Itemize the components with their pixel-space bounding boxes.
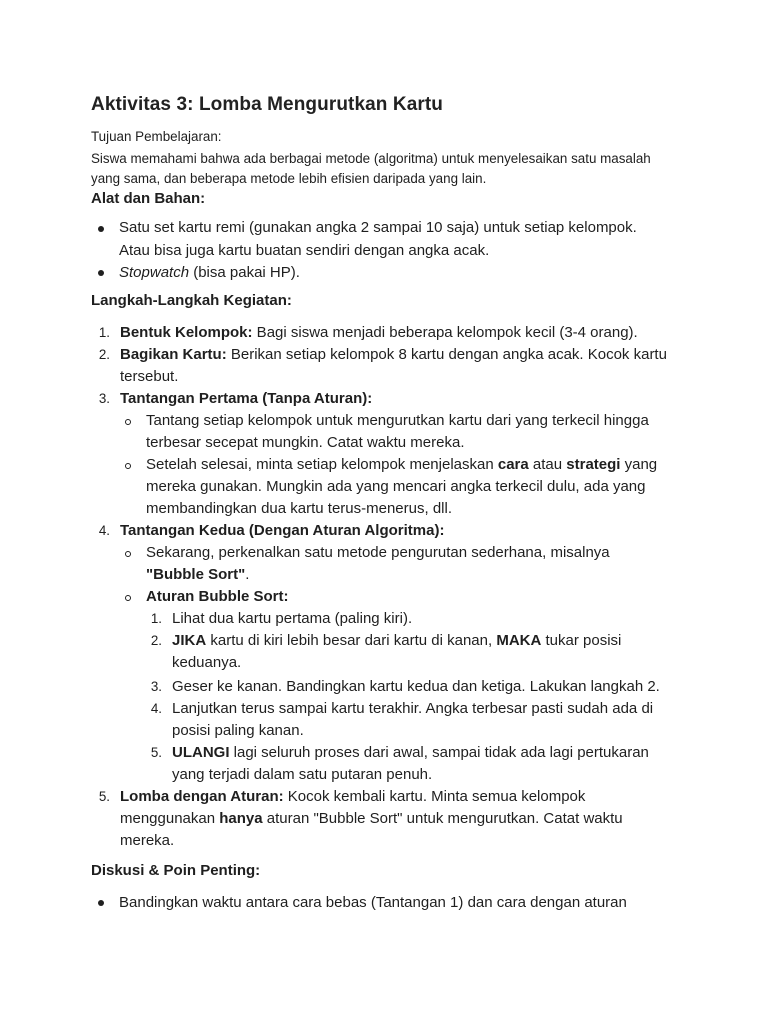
step-5-line-3: mereka. [120,832,175,849]
list-number: 1. [98,325,110,340]
list-number: 4. [150,701,162,716]
rule-1: Lihat dua kartu pertama (paling kiri). [172,610,413,627]
list-number: 2. [98,347,110,362]
discussion-heading: Diskusi & Poin Penting: [91,862,261,879]
step-1: Bentuk Kelompok: Bagi siswa menjadi beberapa kelompok kecil (3-4 orang). [120,324,638,341]
list-number: 4. [98,523,110,538]
step-2-line-1: Bagikan Kartu: Berikan setiap kelompok 8 kartu dengan angka acak. Kocok kartu [120,346,667,363]
circle-bullet-icon [125,551,131,557]
steps-heading: Langkah-Langkah Kegiatan: [91,292,292,309]
list-number: 1. [150,611,162,626]
rule-2-line-1: JIKA kartu di kiri lebih besar dari kartu di kanan, MAKA tukar posisi [172,632,622,649]
step-2-line-2: tersebut. [120,368,179,385]
discussion-item-1: Bandingkan waktu antara cara bebas (Tantangan 1) dan cara dengan aturan [119,894,627,911]
step-4a-line-2: "Bubble Sort". [146,566,250,583]
list-number: 5. [150,745,162,760]
list-number: 3. [98,391,110,406]
step-4b: Aturan Bubble Sort: [146,588,289,605]
tools-item-1-line-2: Atau bisa juga kartu buatan sendiri dengan angka acak. [119,242,490,259]
circle-bullet-icon [125,595,131,601]
tools-heading: Alat dan Bahan: [91,190,206,207]
bullet-icon [98,270,104,276]
rule-5-line-1: ULANGI lagi seluruh proses dari awal, sampai tidak ada lagi pertukaran [172,744,649,761]
step-5-line-2: menggunakan hanya aturan "Bubble Sort" untuk mengurutkan. Catat waktu [120,810,623,827]
rule-3: Geser ke kanan. Bandingkan kartu kedua dan ketiga. Lakukan langkah 2. [172,678,660,695]
tools-item-2: Stopwatch (bisa pakai HP). [119,264,300,281]
step-4a-line-1: Sekarang, perkenalkan satu metode pengurutan sederhana, misalnya [146,544,610,561]
rule-4-line-2: posisi paling kanan. [172,722,304,739]
rule-4-line-1: Lanjutkan terus sampai kartu terakhir. Angka terbesar pasti sudah ada di [172,700,654,717]
goal-line-1: Siswa memahami bahwa ada berbagai metode (algoritma) untuk menyelesaikan satu masalah [91,151,651,166]
step-4: Tantangan Kedua (Dengan Aturan Algoritma): [120,522,445,539]
bullet-icon [98,226,104,232]
circle-bullet-icon [125,463,131,469]
list-number: 2. [150,633,162,648]
step-3a-line-2: terbesar secepat mungkin. Catat waktu mereka. [146,434,465,451]
step-3b-line-2: mereka gunakan. Mungkin ada yang mencari angka terkecil dulu, ada yang [146,478,646,495]
rule-5-line-2: yang terjadi dalam satu putaran penuh. [172,766,433,783]
step-5-line-1: Lomba dengan Aturan: Kocok kembali kartu. Minta semua kelompok [120,788,586,805]
rule-2-line-2: keduanya. [172,654,242,671]
page-title: Aktivitas 3: Lomba Mengurutkan Kartu [91,94,443,115]
step-3: Tantangan Pertama (Tanpa Aturan): [120,390,373,407]
list-number: 3. [150,679,162,694]
tools-item-1-line-1: Satu set kartu remi (gunakan angka 2 sampai 10 saja) untuk setiap kelompok. [119,219,637,236]
bullet-icon [98,900,104,906]
step-3b-line-1: Setelah selesai, minta setiap kelompok menjelaskan cara atau strategi yang [146,456,658,473]
goal-line-2: yang sama, dan beberapa metode lebih efisien daripada yang lain. [91,171,487,186]
circle-bullet-icon [125,419,131,425]
goal-label: Tujuan Pembelajaran: [91,129,222,144]
list-number: 5. [98,789,110,804]
step-3b-line-3: membandingkan dua kartu terus-menerus, dll. [146,500,452,517]
step-3a-line-1: Tantang setiap kelompok untuk mengurutkan kartu dari yang terkecil hingga [146,412,649,429]
